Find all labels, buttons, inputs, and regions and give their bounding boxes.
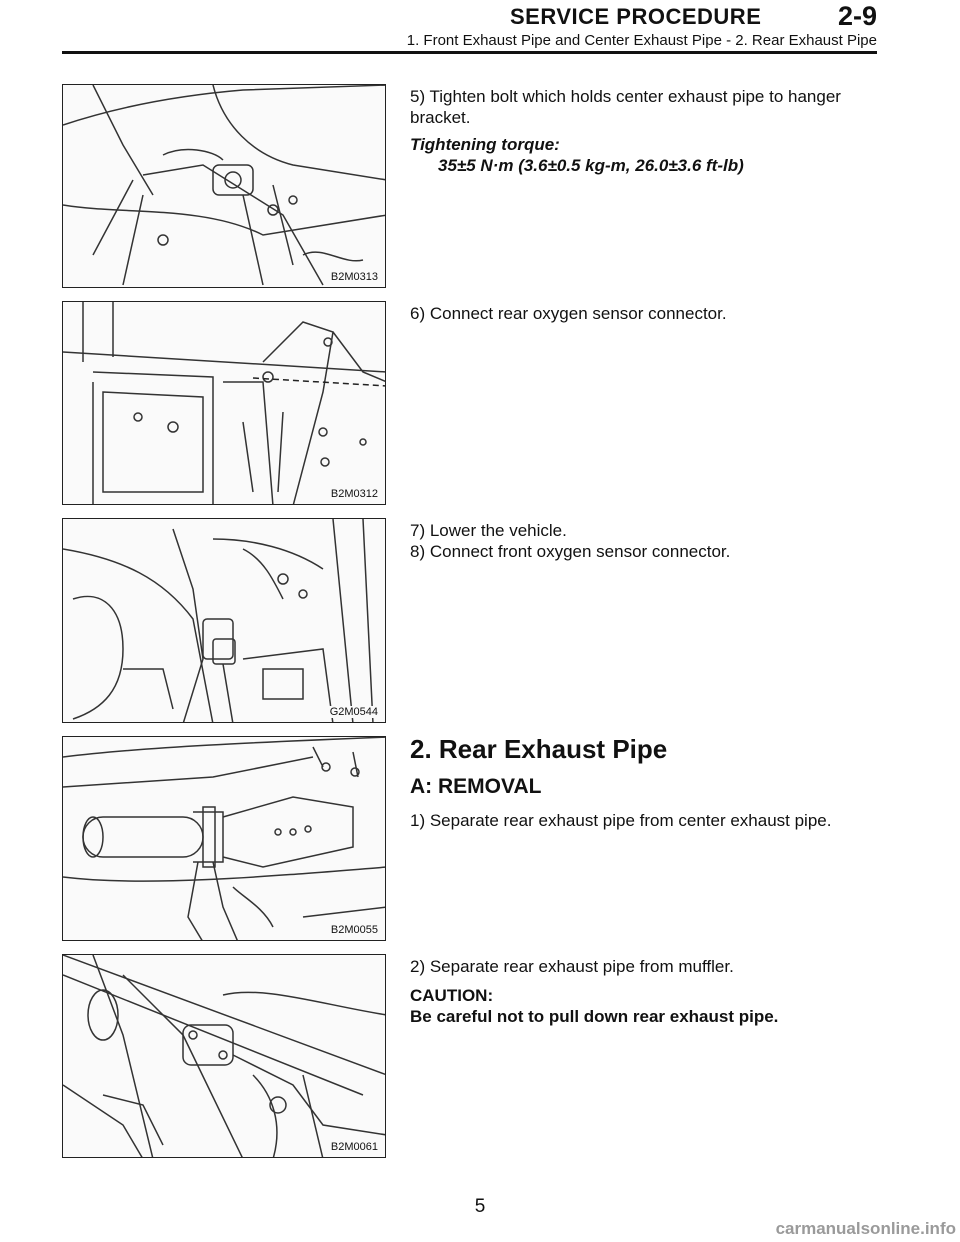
removal-subtitle: A: REMOVAL: [410, 775, 542, 798]
figure-4-code: B2M0055: [330, 924, 378, 936]
figure-2-code: B2M0312: [330, 488, 378, 500]
step-block-2: [410, 303, 880, 324]
figure-1-illustration: [63, 85, 386, 288]
figure-4-illustration: [63, 737, 386, 941]
step-block-1: [410, 86, 880, 176]
removal-step-1-text: 1) Separate rear exhaust pipe from center exhaust pipe.: [410, 811, 832, 830]
figure-3-code: G2M0544: [329, 706, 378, 718]
figure-5: [62, 954, 386, 1158]
figure-5-illustration: [63, 955, 386, 1158]
step-6-text: 6) Connect rear oxygen sensor connector.: [410, 304, 727, 323]
step-7-text: 7) Lower the vehicle.: [410, 521, 567, 540]
torque-value: 35±5 N·m (3.6±0.5 kg-m, 26.0±3.6 ft-lb): [438, 156, 744, 175]
figure-3-illustration: [63, 519, 386, 723]
removal-step-2-text: 2) Separate rear exhaust pipe from muffler.: [410, 957, 734, 976]
header-subtitle: 1. Front Exhaust Pipe and Center Exhaust Pipe - 2. Rear Exhaust Pipe: [406, 32, 877, 49]
figure-1: [62, 84, 386, 288]
page-number: 5: [474, 1196, 486, 1217]
step-block-5: [410, 956, 880, 1027]
header-rule: [62, 51, 877, 54]
caution-text: Be careful not to pull down rear exhaust pipe.: [410, 1007, 779, 1026]
header-title: SERVICE PROCEDURE: [510, 4, 762, 29]
step-block-3: [410, 520, 880, 562]
page-header: [62, 0, 877, 58]
step-block-4: [410, 734, 880, 831]
figure-2: [62, 301, 386, 505]
figure-1-code: B2M0313: [330, 271, 378, 283]
figure-2-illustration: [63, 302, 386, 505]
figure-5-code: B2M0061: [330, 1141, 378, 1153]
step-8-text: 8) Connect front oxygen sensor connector.: [410, 542, 731, 561]
step-5-text: 5) Tighten bolt which holds center exhaust pipe to hanger bracket.: [410, 87, 841, 127]
section-title: 2. Rear Exhaust Pipe: [410, 734, 668, 764]
watermark[interactable]: carmanualsonline.info: [775, 1219, 956, 1238]
section-code: 2-9: [837, 1, 877, 31]
figure-4: [62, 736, 386, 941]
torque-label: Tightening torque:: [410, 135, 560, 154]
caution-label: CAUTION:: [410, 986, 494, 1005]
figure-3: [62, 518, 386, 723]
